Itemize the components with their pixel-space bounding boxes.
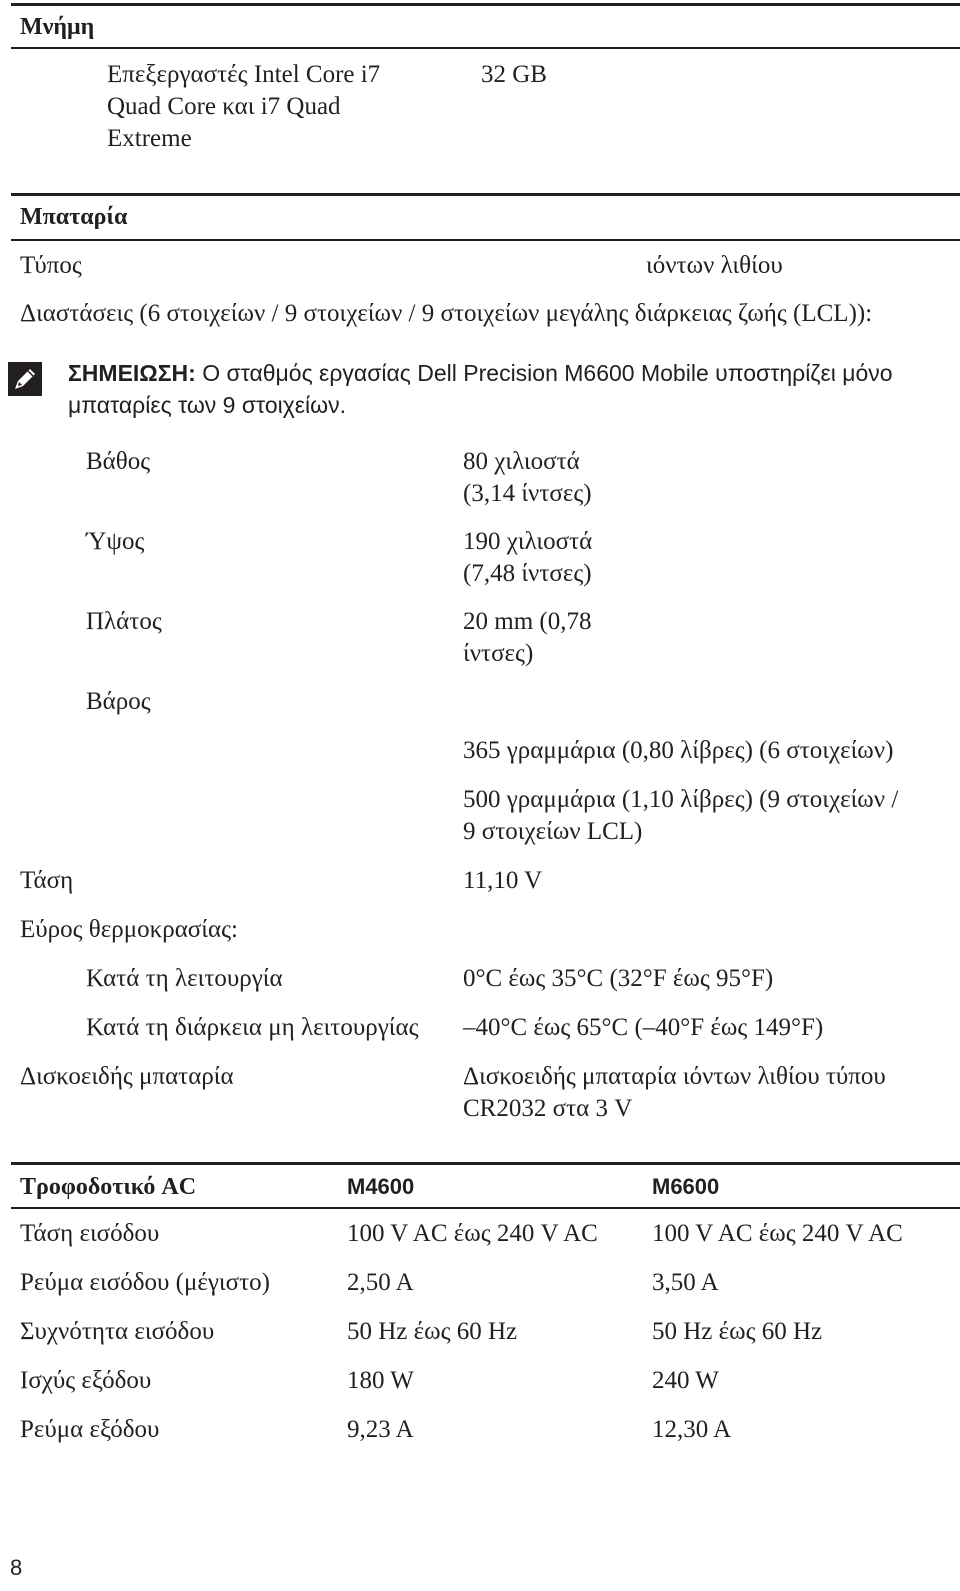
voltage-label: Τάση bbox=[20, 867, 74, 894]
nonoperating-label: Κατά τη διάρκεια μη λειτουργίας bbox=[86, 1014, 419, 1041]
ac-header-m6600: M6600 bbox=[652, 1174, 720, 1199]
note-pencil-icon bbox=[8, 362, 42, 396]
ac-row-5-label: Ρεύμα εξόδου bbox=[20, 1416, 160, 1443]
ac-row-1-m4600: 100 V AC έως 240 V AC bbox=[347, 1220, 598, 1247]
ac-row-3-m4600: 50 Hz έως 60 Hz bbox=[347, 1318, 518, 1345]
weight-value-1: 365 γραμμάρια (0,80 λίβρες) (6 στοιχείων) bbox=[463, 737, 894, 764]
note-line-2: μπαταρίες των 9 στοιχείων. bbox=[68, 392, 346, 418]
height-value-2: (7,48 ίντσες) bbox=[463, 560, 592, 587]
depth-value-2: (3,14 ίντσες) bbox=[463, 480, 592, 507]
width-value-2: ίντσες) bbox=[463, 640, 534, 667]
ac-row-3-m6600: 50 Hz έως 60 Hz bbox=[652, 1318, 823, 1345]
coin-battery-label: Δισκοειδής μπαταρία bbox=[20, 1063, 234, 1090]
ac-row-1-m6600: 100 V AC έως 240 V AC bbox=[652, 1220, 903, 1247]
memory-processor-line-2: Quad Core και i7 Quad bbox=[107, 93, 341, 120]
depth-label: Βάθος bbox=[86, 448, 151, 475]
battery-heading: Μπαταρία bbox=[20, 204, 128, 230]
memory-heading-rule bbox=[11, 47, 960, 49]
ac-row-5-m6600: 12,30 A bbox=[652, 1416, 732, 1443]
ac-row-5-m4600: 9,23 A bbox=[347, 1416, 414, 1443]
coin-battery-value-2: CR2032 στα 3 V bbox=[463, 1095, 633, 1122]
ac-row-3-label: Συχνότητα εισόδου bbox=[20, 1318, 215, 1345]
memory-value: 32 GB bbox=[481, 61, 547, 88]
weight-value-2b: 9 στοιχείων LCL) bbox=[463, 818, 643, 845]
operating-label: Κατά τη λειτουργία bbox=[86, 965, 283, 992]
ac-row-2-m6600: 3,50 A bbox=[652, 1269, 719, 1296]
ac-row-2-label: Ρεύμα εισόδου (μέγιστο) bbox=[20, 1269, 270, 1296]
ac-header-label: Τροφοδοτικό AC bbox=[20, 1174, 197, 1200]
note-text-1: Ο σταθμός εργασίας Dell Precision M6600 Mobile υποστηρίζει μόνο bbox=[195, 360, 893, 386]
coin-battery-value-1: Δισκοειδής μπαταρία ιόντων λιθίου τύπου bbox=[463, 1063, 886, 1090]
weight-label: Βάρος bbox=[86, 688, 151, 715]
battery-type-value: ιόντων λιθίου bbox=[646, 252, 783, 279]
ac-header-m4600: M4600 bbox=[347, 1174, 415, 1199]
memory-heading: Μνήμη bbox=[20, 14, 95, 40]
memory-processor-line-1: Επεξεργαστές Intel Core i7 bbox=[107, 61, 381, 88]
ac-header-col-1 bbox=[20, 1171, 196, 1203]
height-label: Ύψος bbox=[86, 528, 145, 555]
memory-processor-line-3: Extreme bbox=[107, 125, 192, 152]
ac-row-2-m4600: 2,50 A bbox=[347, 1269, 414, 1296]
voltage-value: 11,10 V bbox=[463, 867, 543, 894]
width-label: Πλάτος bbox=[86, 608, 162, 635]
page-number: 8 bbox=[10, 1555, 23, 1580]
width-value-1: 20 mm (0,78 bbox=[463, 608, 592, 635]
nonoperating-value: –40°C έως 65°C (–40°F έως 149°F) bbox=[463, 1014, 824, 1041]
ac-row-4-m6600: 240 W bbox=[652, 1367, 719, 1394]
ac-header-rule bbox=[11, 1207, 960, 1209]
ac-top-rule bbox=[11, 1162, 960, 1165]
depth-value-1: 80 χιλιοστά bbox=[463, 448, 580, 475]
height-value-1: 190 χιλιοστά bbox=[463, 528, 593, 555]
ac-row-4-label: Ισχύς εξόδου bbox=[20, 1367, 152, 1394]
memory-top-rule bbox=[11, 3, 960, 6]
note-line-1 bbox=[68, 357, 893, 389]
battery-top-rule bbox=[11, 193, 960, 196]
battery-type-label: Τύπος bbox=[20, 252, 82, 279]
battery-heading-rule bbox=[11, 239, 960, 241]
temperature-label: Εύρος θερμοκρασίας: bbox=[20, 916, 238, 943]
weight-value-2a: 500 γραμμάρια (1,10 λίβρες) (9 στοιχείων / bbox=[463, 786, 899, 813]
ac-row-4-m4600: 180 W bbox=[347, 1367, 414, 1394]
ac-row-1-label: Τάση εισόδου bbox=[20, 1220, 160, 1247]
operating-value: 0°C έως 35°C (32°F έως 95°F) bbox=[463, 965, 774, 992]
battery-dimensions-label: Διαστάσεις (6 στοιχείων / 9 στοιχείων / 9 στοιχείων μεγάλης διάρκειας ζωής (LCL)): bbox=[20, 300, 873, 327]
note-label: ΣΗΜΕΙΩΣΗ: bbox=[68, 360, 196, 386]
